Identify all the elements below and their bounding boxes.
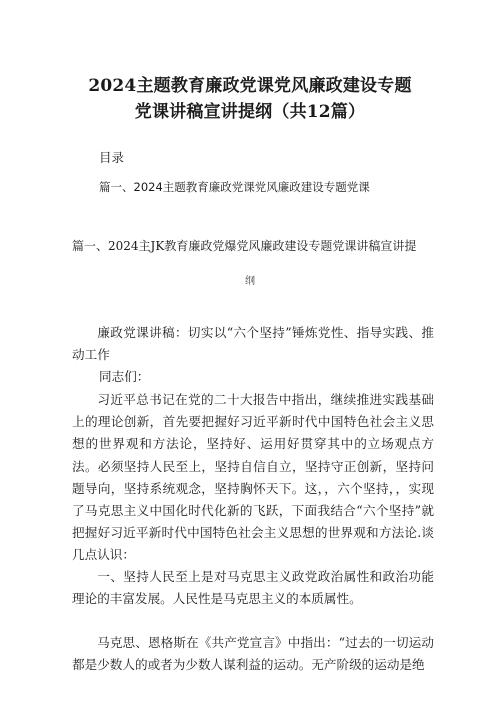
toc-heading: 目录: [99, 150, 125, 165]
body-paragraph-2: [72, 566, 434, 610]
body-paragraph-1: [72, 389, 434, 567]
toc-item-1[interactable]: 篇一、2024主题教育廉政党课党风廉政建设专题党课: [99, 180, 370, 194]
body-paragraph-1-text: 习近平总书记在党的二十大报告中指出，继续推进实践基础上的理论创新，首先要把握好习近平新时代中国特色社会主义思想的世界观和方法论，坚持好、运用好贯穿其中的立场观点方法。必须坚持人民至上，坚持自信自立，坚持守正创新，坚持问题导向，坚持系统观念，坚持胸怀天下。这，，六个坚持，，实现了马克思主义中国化时代化新的飞跃，下面我结合“六个坚持”就把握好习近平新时代中国特色社会主义思想的世界观和方法论.谈几点认识：: [72, 392, 434, 563]
speech-subtitle-text: 廉政党课讲稿：切实以“六个坚持”锤炼党性、指导实践、推动工作: [72, 325, 434, 363]
body-paragraph-2-text: 一、坚持人民至上是对马克思主义政党政治属性和政治功能理论的丰富发展。人民性是马克思主义的本质属性。: [72, 569, 434, 607]
greeting: 同志们：: [99, 369, 150, 384]
document-title-line1: 2024主题教育廉政党课党风廉政建设专题: [88, 76, 412, 96]
document-title-line2: 党课讲稿宣讲提纲（共12篇）: [134, 102, 366, 122]
section-title-continuation: 纲: [245, 276, 255, 287]
speech-subtitle: [72, 322, 434, 366]
section-title: 篇一、2024主JK教育廉政党爆党风廉政建设专题党课讲稿宣讲提: [72, 239, 417, 253]
body-paragraph-3: [72, 632, 434, 676]
body-paragraph-3-text: 马克思、恩格斯在《共产党宣言》中指出：“过去的一切运动都是少数人的或者为少数人谋利益的运动。无产阶级的运动是绝: [72, 635, 434, 673]
